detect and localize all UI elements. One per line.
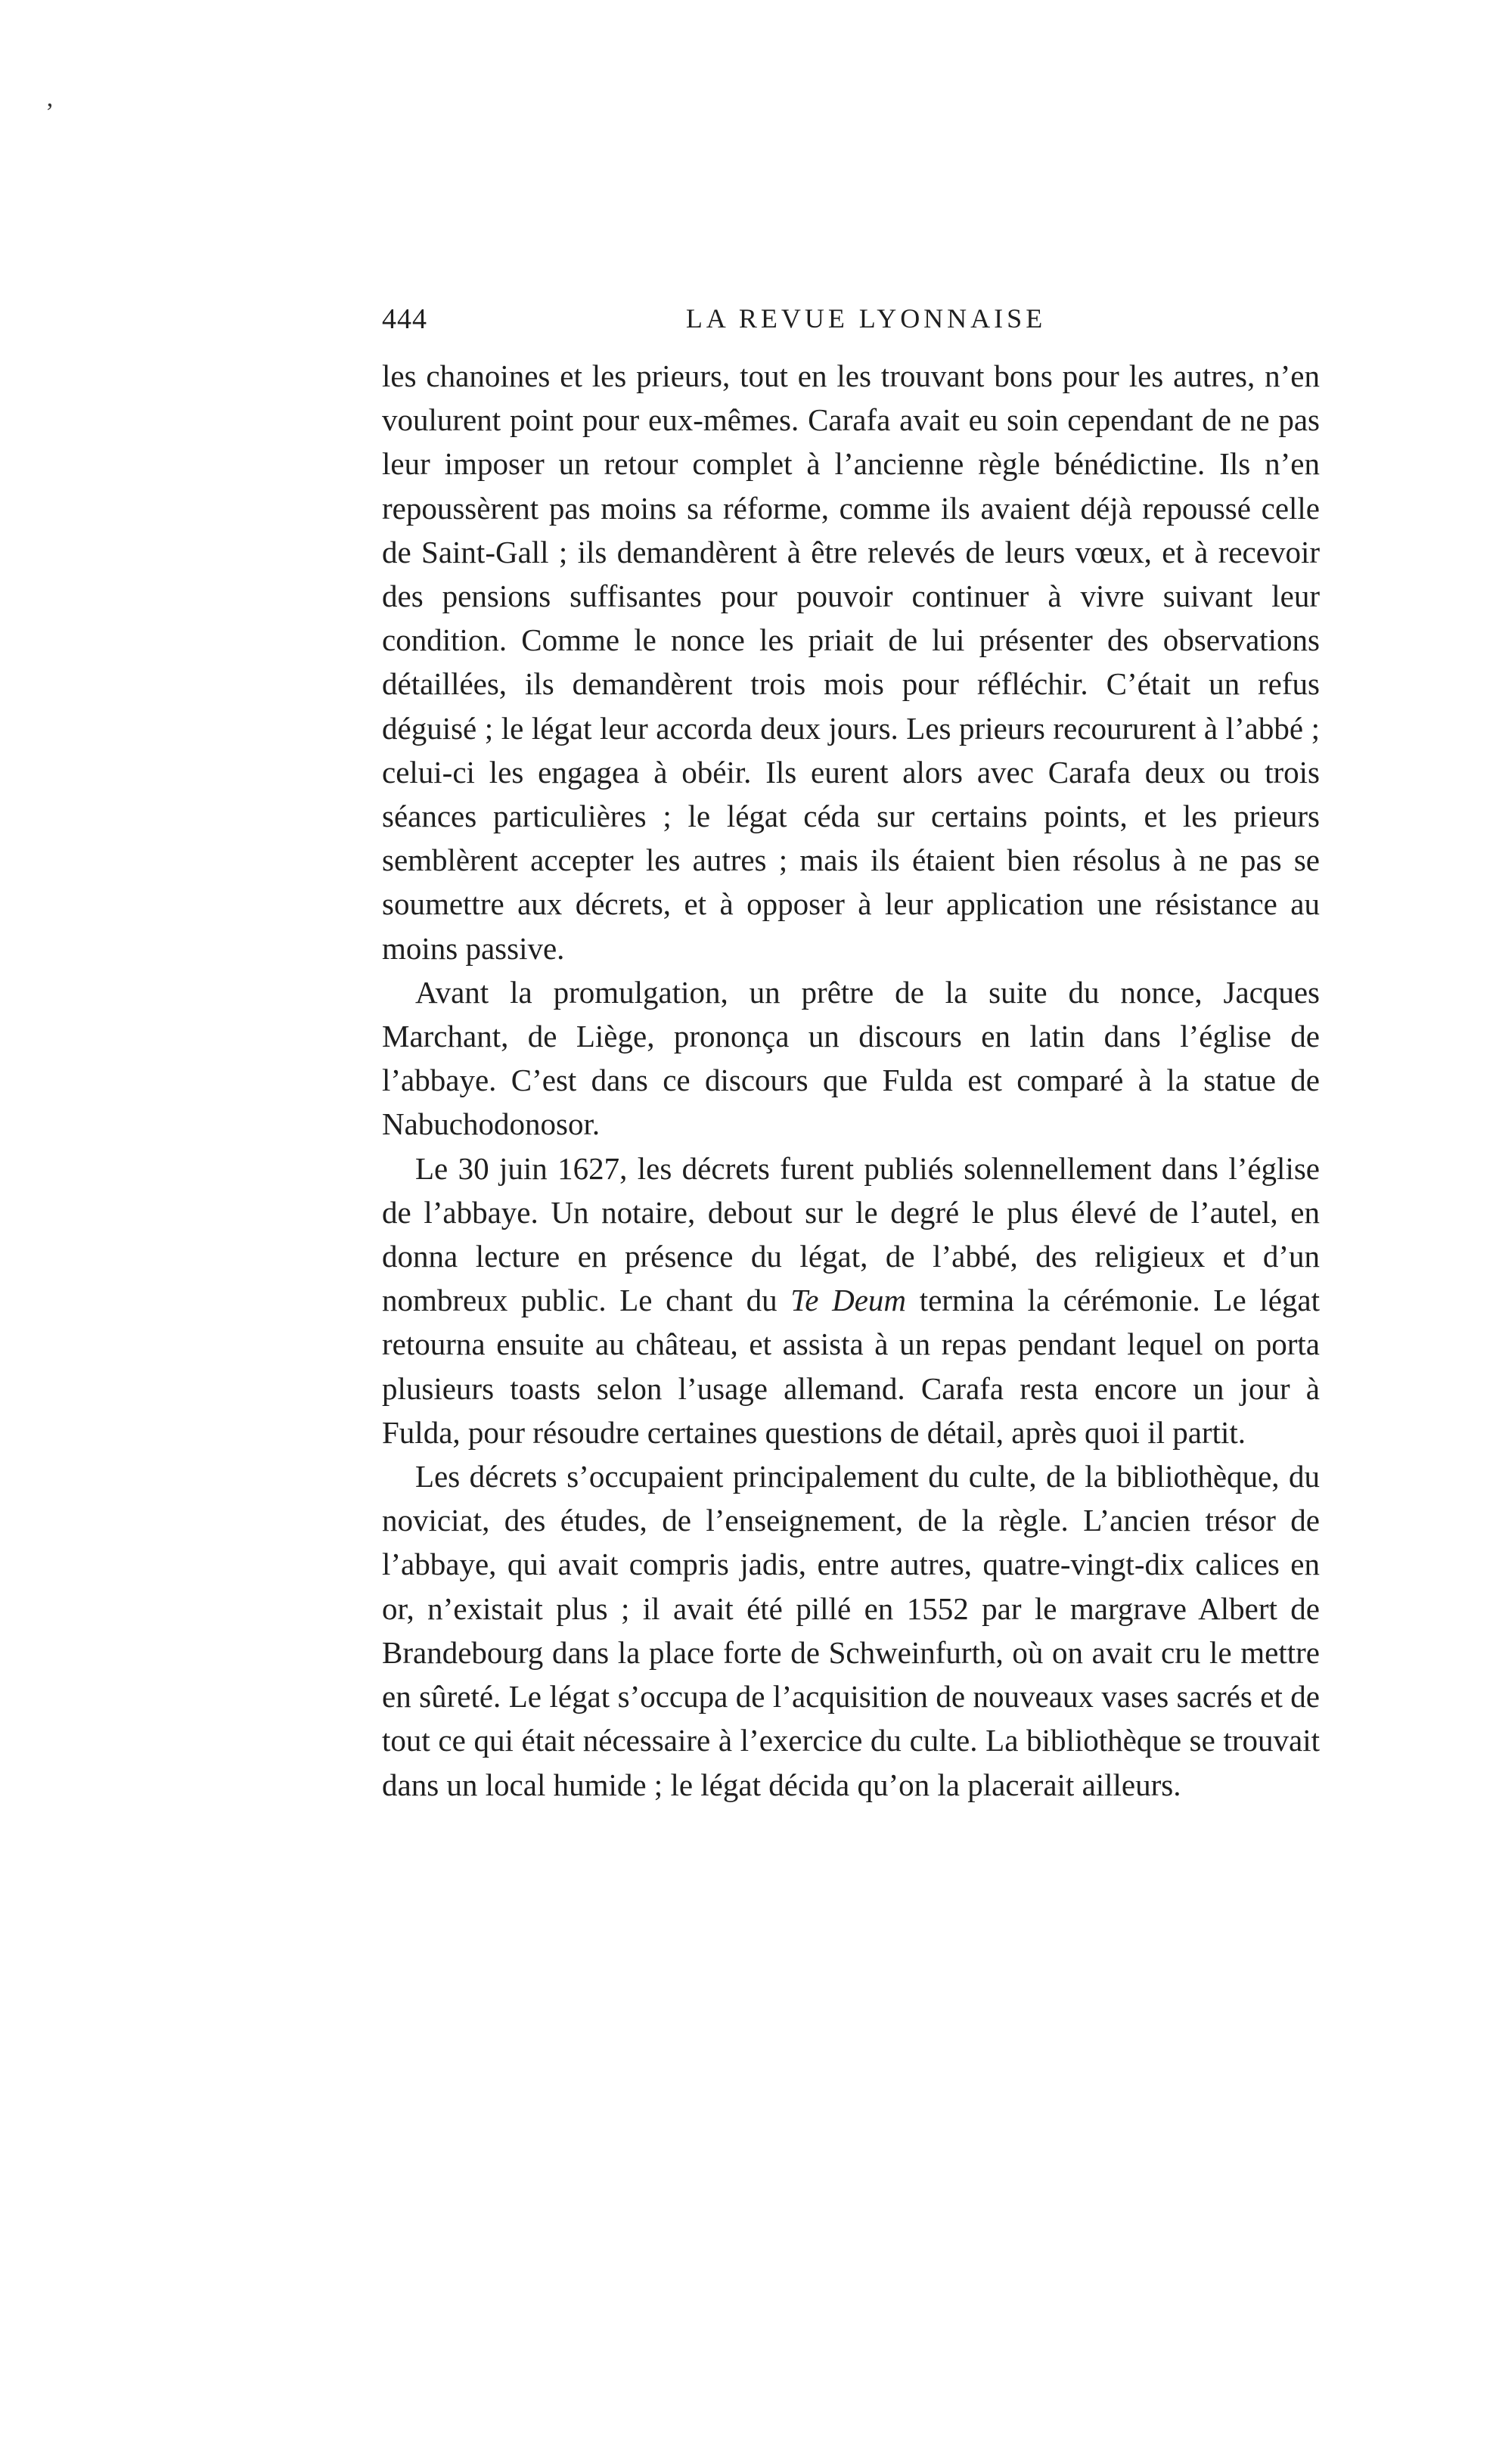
paragraph-3-text-a: Le 30 juin 1627, les décrets furent publiés solennellement dans l’église de l’abbaye. Un notaire, debout sur le degré le plus élevé de l’autel, en donna lecture en présence du légat, de l’abbé, des religieux et d’un nombreux public. Le chant du <box>382 1150 1320 1318</box>
paragraph-3-text-b: termina la cérémonie. Le légat retourna ensuite au château, et assista à un repas pendant lequel on porta plusieurs toasts selon l’usage allemand. Carafa resta encore un jour à Fulda, pour résoudre certaines questions de détail, après quoi il partit. <box>382 1283 1320 1450</box>
journal-title: LA REVUE LYONNAISE <box>685 303 1047 334</box>
running-head <box>382 303 1320 348</box>
paragraph-1: les chanoines et les prieurs, tout en les trouvant bons pour les autres, n’en voulurent point pour eux-mêmes. Carafa avait eu soin cependant de ne pas leur imposer un retour complet à l’ancienne règle bénédictine. Ils n’en repoussèrent pas moins sa réforme, comme ils avaient déjà repoussé celle de Saint-Gall ; ils demandèrent à être relevés de leurs vœux, et à recevoir des pensions suffisantes pour pouvoir continuer à vivre suivant leur condition. Comme le nonce les priait de lui présenter des observations détaillées, ils demandèrent trois mois pour réfléchir. C’était un refus déguisé ; le légat leur accorda deux jours. Les prieurs recoururent à l’abbé ; celui-ci les engagea à obéir. Ils eurent alors avec Carafa deux ou trois séances particulières ; le légat céda sur certains points, et les prieurs semblèrent accepter les autres ; mais ils étaient bien résolus à ne pas se soumettre aux décrets, et à opposer à leur application une résistance au moins passive. <box>382 358 1320 966</box>
page-number: 444 <box>382 303 427 335</box>
body-text <box>382 354 1320 1807</box>
paragraph-2: Avant la promulgation, un prêtre de la suite du nonce, Jacques Marchant, de Liège, prononça un discours en latin dans l’église de l’abbaye. C’est dans ce discours que Fulda est comparé à la statue de Nabuchodonosor. <box>382 974 1320 1142</box>
stray-mark: ’ <box>45 98 54 126</box>
te-deum-italic: Te Deum <box>790 1283 907 1318</box>
paragraph-3 <box>382 1147 1320 1454</box>
paragraph-4: Les décrets s’occupaient principalement du culte, de la bibliothèque, du noviciat, des études, de l’enseignement, de la règle. L’ancien trésor de l’abbaye, qui avait compris jadis, entre autres, quatre-vingt-dix calices en or, n’existait plus ; il avait été pillé en 1552 par le margrave Albert de Brandebourg dans la place forte de Schweinfurth, où on avait cru le mettre en sûreté. Le légat s’occupa de l’acquisition de nouveaux vases sacrés et de tout ce qui était nécessaire à l’exercice du culte. La bibliothèque se trouvait dans un local humide ; le légat décida qu’on la placerait ailleurs. <box>382 1459 1320 1802</box>
